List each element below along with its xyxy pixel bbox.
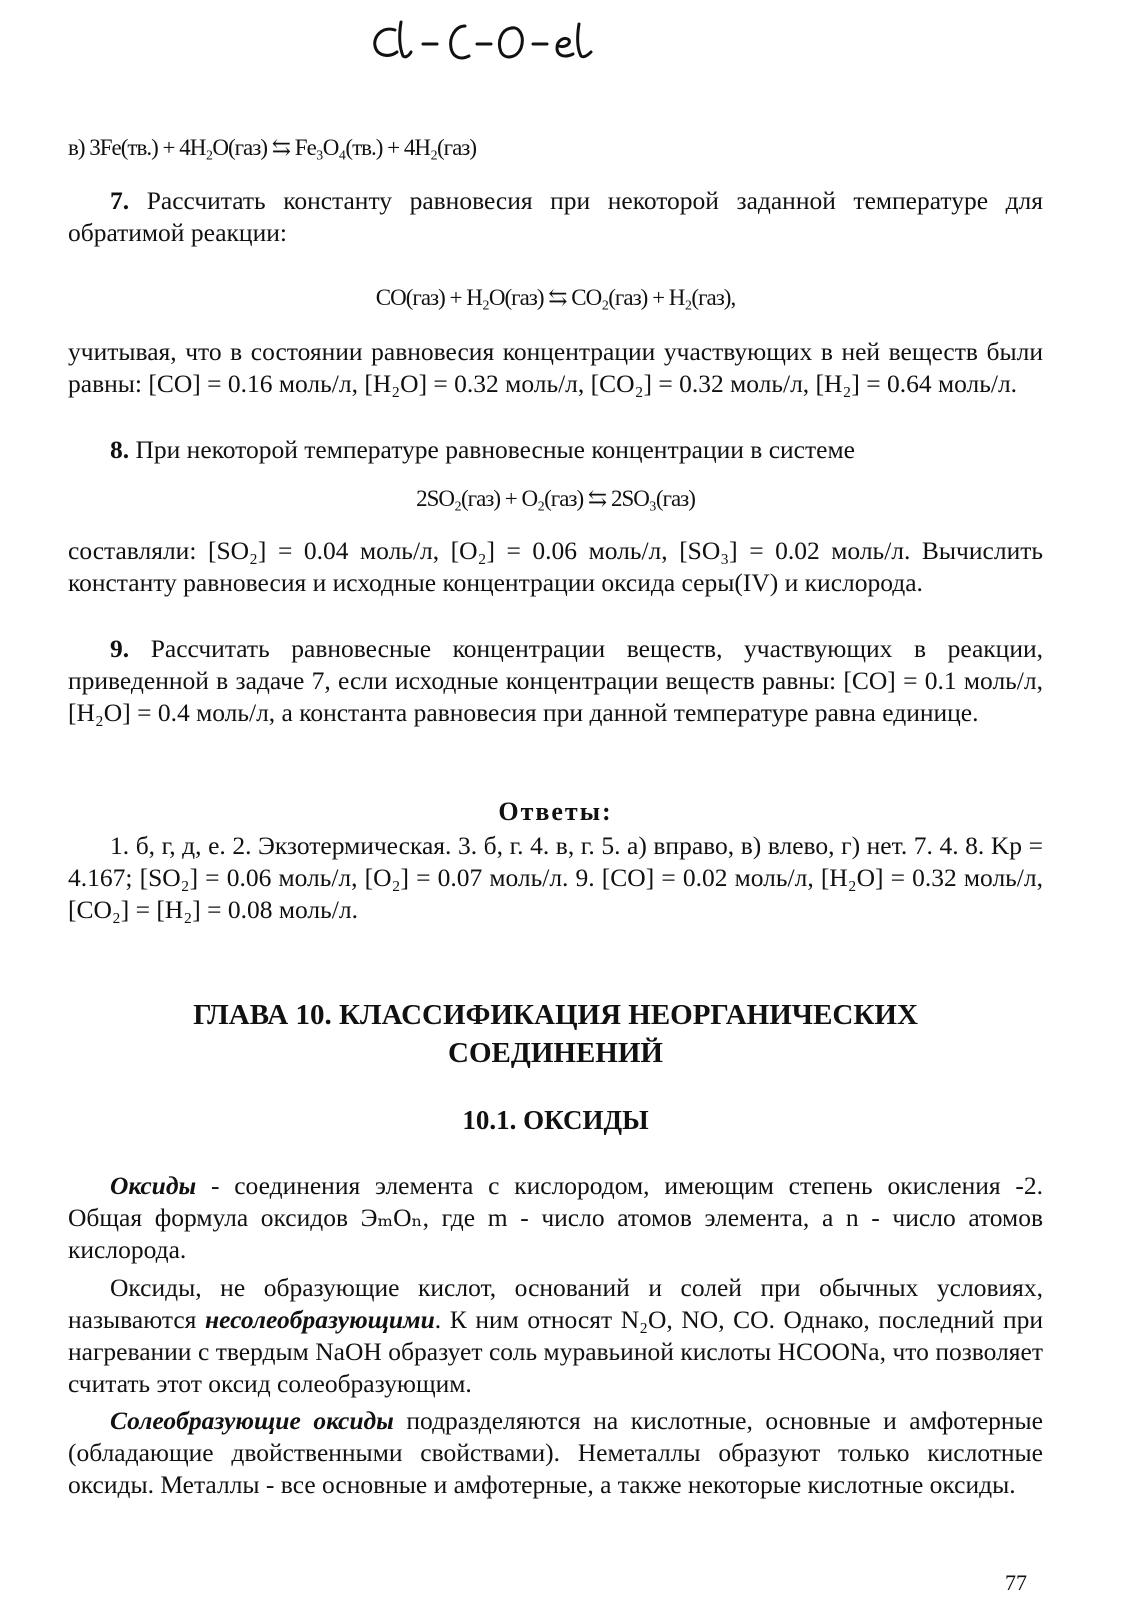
chapter-title-line-1: ГЛАВА 10. КЛАССИФИКАЦИЯ НЕОРГАНИЧЕСКИХ	[193, 999, 918, 1031]
answers-text: 1. б, г, д, е. 2. Экзотермическая. 3. б, г. 4. в, г. 5. а) вправо, в) влево, г) нет. 7. 4. 8. Kp = 4.167; [SO₂] = 0.06 моль/л, [O₂] = 0.07 моль/л. 9. [CO] = 0.02 моль/л, [H₂O] = 0.32 моль/л, [CO₂] = [H₂] = 0.08 моль/л.	[68, 831, 1043, 924]
paragraph-salt-forming: Солеобразующие оксиды подразделяются на кислотные, основные и амфотерные (обладающие двойственными свойствами). Неметаллы образуют только кислотные оксиды. Металлы - все основные и амфотерные, а также некоторые кислотные оксиды.	[68, 1406, 1043, 1499]
term-salt-forming: Солеобразующие оксиды	[110, 1406, 394, 1435]
task-7	[68, 185, 1043, 249]
task-9	[68, 633, 1043, 729]
page-number: 77	[1005, 1570, 1027, 1595]
task-7-formula: CO(газ) + H₂O(газ) ⇆ CO₂(газ) + H₂(газ),	[375, 285, 736, 310]
chapter-title	[68, 996, 1043, 1072]
term-oxides: Оксиды	[110, 1171, 197, 1200]
task-7-text: Рассчитать константу равновесия при некоторой заданной температуре для обратимой реакции:	[68, 186, 1043, 247]
chapter-title-line-2: СОЕДИНЕНИЙ	[448, 1037, 663, 1069]
task-8-conditions: составляли: [SO₂] = 0.04 моль/л, [O₂] = 0.06 моль/л, [SO₃] = 0.02 моль/л. Вычислить константу равновесия и исходные концентрации оксида серы(IV) и кислорода.	[68, 536, 1043, 597]
section-title: 10.1. ОКСИДЫ	[462, 1105, 649, 1135]
task-7-conditions: учитывая, что в состоянии равновесия концентрации участвующих в ней веществ были равны: [CO] = 0.16 моль/л, [H₂O] = 0.32 моль/л, [CO₂] = 0.32 моль/л, [H₂] = 0.64 моль/л.	[68, 337, 1043, 398]
paragraph-non-salt-forming: Оксиды, не образующие кислот, оснований и солей при обычных условиях, называются несолеобразующими. К ним относят N₂O, NO, CO. Однако, последний при нагревании с твердым NaOH образует соль муравьиной кислоты HCOONa, что позволяет считать этот оксид солеобразующим.	[68, 1273, 1043, 1398]
term-non-salt-forming: несолеобразующими	[205, 1305, 435, 1334]
task-8	[68, 434, 1043, 466]
task-9-number: 9.	[110, 634, 130, 663]
task-8-text: При некоторой температуре равновесные концентрации в системе	[135, 435, 855, 464]
task-7-number: 7.	[110, 186, 130, 215]
task-8-formula: 2SO₂(газ) + O₂(газ) ⇆ 2SO₃(газ)	[416, 486, 695, 511]
task-9-text: Рассчитать равновесные концентрации веществ, участвующих в реакции, приведенной в задаче 7, если исходные концентрации веществ равны: [CO] = 0.1 моль/л, [H₂O] = 0.4 моль/л, а константа равновесия при данной температуре равна единице.	[68, 634, 1043, 727]
task-8-number: 8.	[110, 435, 130, 464]
reaction-v: в) 3Fe(тв.) + 4H₂O(газ) ⇆ Fe₃O₄(тв.) + 4H₂(газ)	[68, 135, 477, 160]
handwritten-note	[365, 16, 605, 68]
answers-title: Ответы:	[498, 797, 613, 826]
paragraph-oxides: Оксиды - соединения элемента с кислородом, имеющим степень окисления -2. Общая формула оксидов ЭₘOₙ, где m - число атомов элемента, а n - число атомов кислорода.	[68, 1171, 1043, 1264]
